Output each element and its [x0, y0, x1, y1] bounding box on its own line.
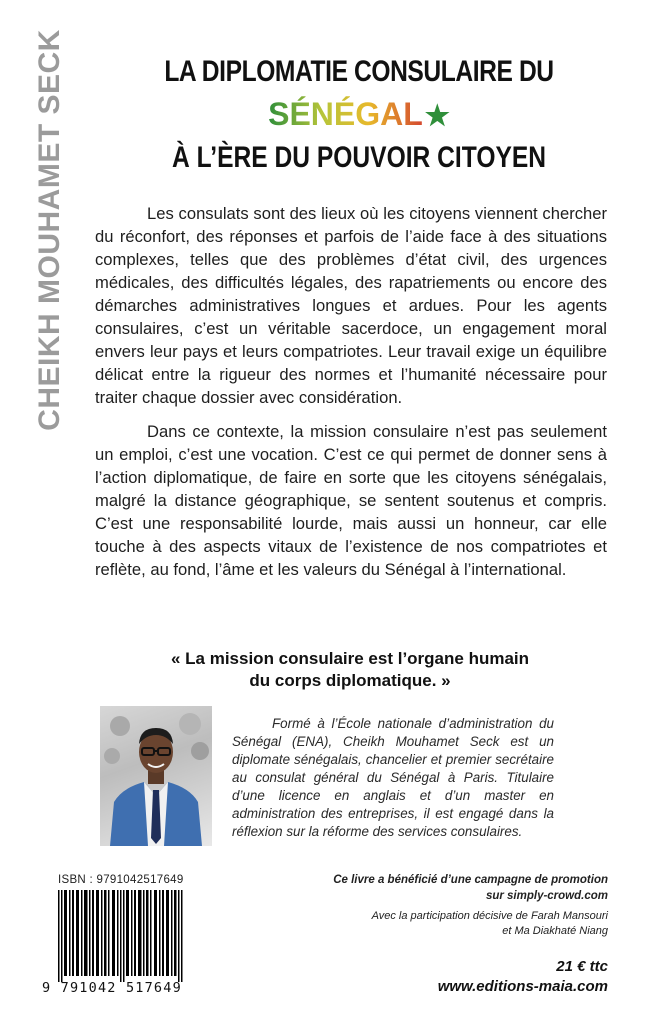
- title-line-2: [110, 94, 608, 136]
- pull-quote: [100, 648, 600, 692]
- author-portrait-illustration: [100, 706, 212, 846]
- quote-line-1: « La mission consulaire est l’organe humain: [170, 649, 530, 668]
- title-line-3: À L’ÈRE DU POUVOIR CITOYEN: [171, 141, 547, 174]
- title-line-1: LA DIPLOMATIE CONSULAIRE DU: [164, 55, 554, 88]
- star-icon: ★: [424, 100, 450, 131]
- barcode-icon: [58, 890, 186, 982]
- paragraph-2: Dans ce contexte, la mission consulaire n’est pas seulement un emploi, c’est une vocation. C’est ce qui permet de donner sens à l’action diplomatique, de faire en sorte que les citoyens sénégalais, malgré la distance géographique, se sentent soutenus et compris. C’est une responsabilité lourde, mais aussi un honneur, car elle touche à des aspects vitaux de l’existence de nos compatriotes et reflète, au fond, l’âme et les valeurs du Sénégal à l’international.: [95, 422, 607, 579]
- back-cover-text: [95, 202, 607, 592]
- isbn-label: ISBN : 9791042517649: [58, 874, 184, 886]
- promo-line-3: Avec la participation décisive de Farah Mansouri: [371, 910, 608, 922]
- spine-author: [30, 29, 70, 431]
- promo-line-4: et Ma Diakhaté Niang: [502, 925, 608, 937]
- paragraph-1: Les consulats sont des lieux où les citoyens viennent chercher du réconfort, des réponses et parfois de l’aide face à des situations complexes, telles que des problèmes d’état civil, des urgences médicales, des difficultés légales, des rapatriements ou encore des démarches administratives longues et ardues. Pour les agents consulaires, c’est un véritable sacerdoce, un engagement moral envers leur pays et leurs compatriotes. Leur travail exige un équilibre délicat entre la rigueur des normes et l’humanité nécessaire pour traiter chaque dossier avec considération.: [95, 204, 607, 407]
- publisher-website: www.editions-maia.com: [437, 978, 608, 995]
- price: 21 € ttc: [556, 958, 608, 975]
- promo-line-1: Ce livre a bénéficié d’une campagne de promotion: [333, 874, 608, 886]
- book-title: [110, 52, 608, 178]
- spine-author-text: CHEIKH MOUHAMET SECK: [33, 29, 67, 431]
- barcode-digits: 9 791042 517649: [42, 980, 182, 996]
- author-bio-text: Formé à l’École nationale d’administration du Sénégal (ENA), Cheikh Mouhamet Seck est un diplomate sénégalais, chancelier et premier secrétaire au consulat général du Sénégal à Paris. Titulaire d’une licence en anglais et d’un master en administration des entreprises, il est engagé dans la réflexion sur la réforme des services consulaires.: [232, 716, 554, 839]
- author-bio: [232, 715, 554, 841]
- promo-line-2: sur simply-crowd.com: [485, 890, 608, 902]
- promotion-credits: [308, 872, 608, 939]
- quote-line-2: du corps diplomatique. »: [249, 671, 451, 690]
- title-country: SÉNÉGAL: [268, 96, 423, 132]
- author-photo: [100, 706, 212, 846]
